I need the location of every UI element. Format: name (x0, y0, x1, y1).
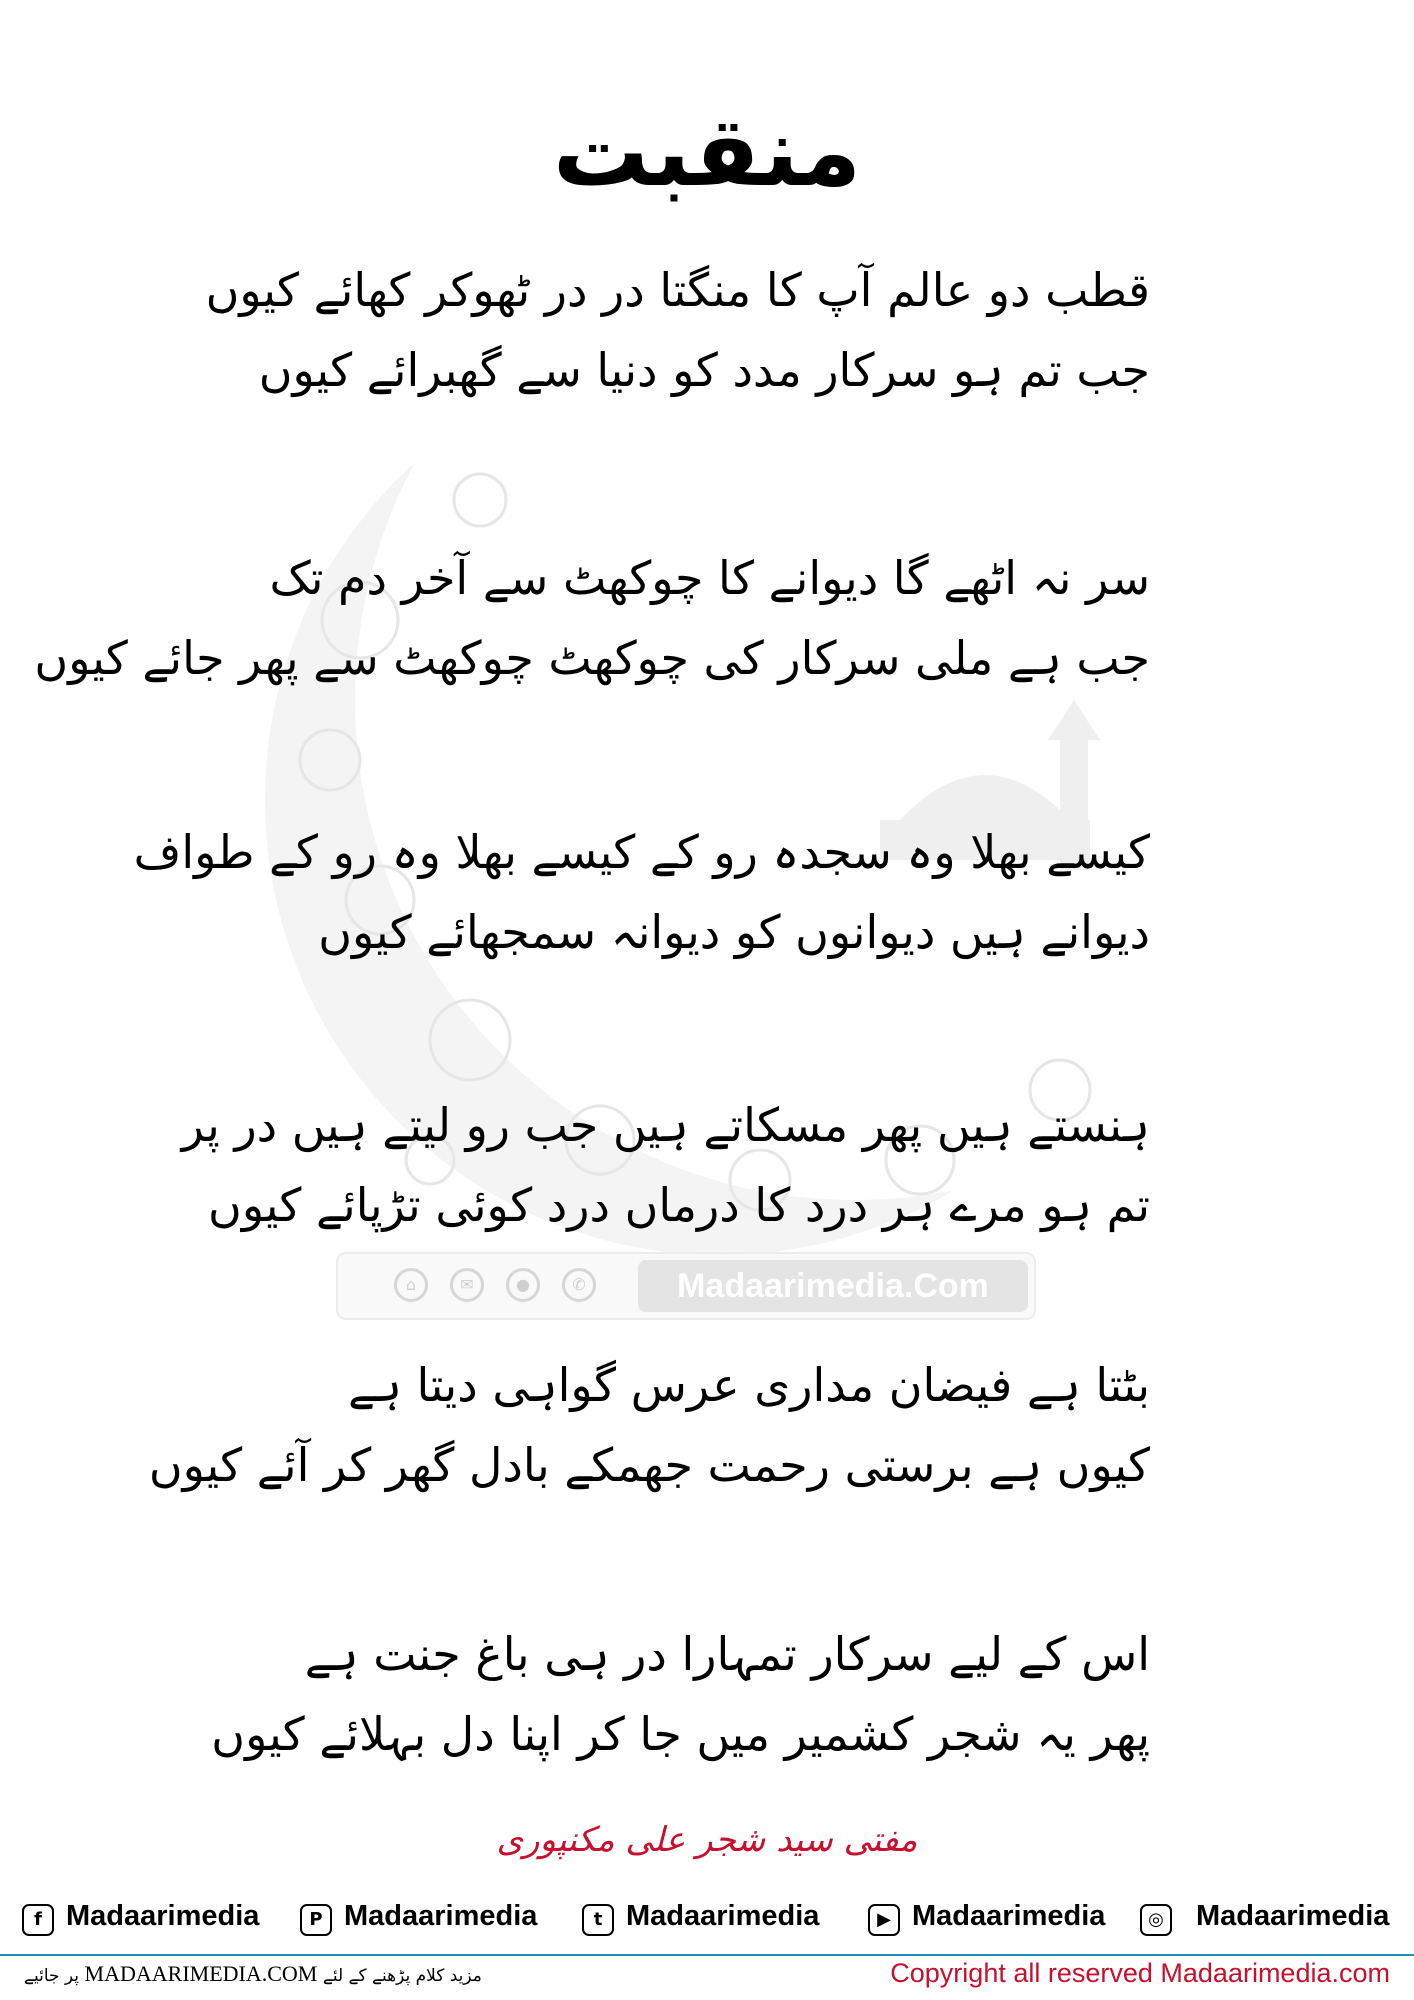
phone-icon: ✆ (562, 1268, 596, 1302)
pinterest-icon: P (300, 1904, 332, 1936)
copyright-text: Copyright all reserved Madaarimedia.com (890, 1958, 1390, 1988)
watermark-contact-bar (336, 1252, 1036, 1320)
stanza-1 (205, 250, 1150, 410)
social-label: Madaarimedia (344, 1900, 538, 1932)
verse-line: پھر یہ شجر کشمیر میں جا کر اپنا دل بہلائے کیوں (211, 1707, 1150, 1761)
verse-line: جب تم ہو سرکار مدد کو دنیا سے گھبرائے کیوں (258, 343, 1150, 397)
youtube-icon: ▶ (868, 1904, 900, 1936)
facebook-icon: f (22, 1904, 54, 1936)
user-icon: ● (506, 1268, 540, 1302)
footer-divider (0, 1954, 1414, 1956)
footer-urdu-before: مزید کلام پڑھنے کے لئے (322, 1966, 482, 1986)
mail-icon: ✉ (450, 1268, 484, 1302)
social-label: Madaarimedia (912, 1900, 1106, 1932)
twitter-icon: t (582, 1904, 614, 1936)
footer-urdu-after: پر جائیے (24, 1966, 80, 1986)
verse-line: کیسے بھلا وہ سجدہ رو کے کیسے بھلا وہ رو کے طواف (133, 825, 1150, 879)
verse-line: اس کے لیے سرکار تمہارا در ہی باغ جنت ہے (304, 1627, 1150, 1681)
verse-line: کیوں ہے برستی رحمت جھمکے بادل گھر کر آئے کیوں (148, 1438, 1150, 1492)
page-title: منقبت (552, 96, 862, 208)
verse-line: تم ہو مرے ہر درد کا درماں درد کوئی تڑپائے کیوں (208, 1178, 1150, 1232)
stanza-2 (34, 538, 1150, 698)
verse-line: قطب دو عالم آپ کا منگتا در در ٹھوکر کھائے کیوں (205, 263, 1150, 317)
footer-visit-note (24, 1961, 482, 1987)
social-label: Madaarimedia (66, 1900, 260, 1932)
stanza-5 (148, 1345, 1150, 1505)
verse-line: جب ہے ملی سرکار کی چوکھٹ چوکھٹ سے پھر جائے کیوں (34, 631, 1150, 685)
instagram-icon: ◎ (1140, 1904, 1172, 1936)
watermark-site: Madaarimedia.Com (638, 1260, 1028, 1312)
verse-line: سر نہ اٹھے گا دیوانے کا چوکھٹ سے آخر دم تک (269, 551, 1150, 605)
verse-line: بٹتا ہے فیضان مداری عرس گواہی دیتا ہے (348, 1358, 1150, 1412)
poet-name: مفتی سید شجر علی مکنپوری (496, 1820, 918, 1860)
verse-line: دیوانے ہیں دیوانوں کو دیوانہ سمجھائے کیوں (318, 905, 1150, 959)
stanza-4 (181, 1085, 1150, 1245)
social-label: Madaarimedia (626, 1900, 820, 1932)
footer-site-link[interactable]: MADAARIMEDIA.COM (84, 1961, 318, 1986)
stanza-3 (133, 812, 1150, 972)
verse-line: ہنستے ہیں پھر مسکاتے ہیں جب رو لیتے ہیں در پر (181, 1098, 1150, 1152)
social-label: Madaarimedia (1196, 1900, 1390, 1932)
home-icon: ⌂ (394, 1268, 428, 1302)
stanza-6 (211, 1614, 1150, 1774)
social-links (0, 1896, 1414, 1946)
